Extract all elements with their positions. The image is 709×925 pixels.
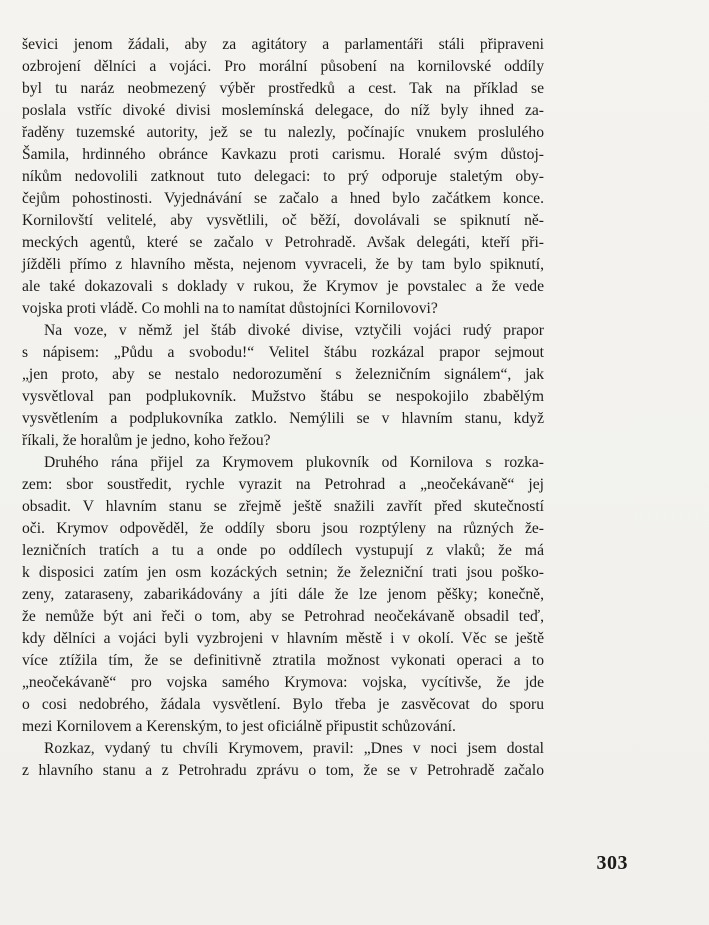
text-line: Na voze, v němž jel štáb divoké divise, vztyčili vojáci rudý prapor xyxy=(44,322,544,339)
text-line: Druhého rána přijel za Krymovem plukovník od Kornilova s rozka- xyxy=(44,454,544,471)
body-text xyxy=(22,34,544,782)
text-line: zeny, zataraseny, zabarikádovány a jíti dále že lze jenom pěšky; konečně, xyxy=(22,586,544,603)
text-line: byl tu naráz neobmezený výběr prostředků a cest. Tak na příklad se xyxy=(22,80,544,97)
text-line: říkali, že horalům je jedno, koho řežou? xyxy=(22,432,271,449)
text-line: řaděny tuzemské autority, jež se tu nalezly, počínajíc vnukem proslulého xyxy=(22,124,544,141)
paragraph-2 xyxy=(22,320,544,452)
paragraph-4 xyxy=(22,738,544,782)
page-number: 303 xyxy=(596,852,628,874)
text-line: ale také dokazovali s doklady v rukou, že Krymov je povstalec a že vede xyxy=(22,278,544,295)
text-line: čejům pohostinosti. Vyjednávání se začalo a hned bylo začátkem konce. xyxy=(22,190,544,207)
text-line: více ztížila tím, že se definitivně ztratila možnost vykonati operaci a to xyxy=(22,652,544,669)
text-line: oči. Krymov odpověděl, že oddíly sboru jsou rozptýleny na různých že- xyxy=(22,520,544,537)
text-line: že nemůže být ani řeči o tom, aby se Petrohrad neočekávaně obsadil teď, xyxy=(22,608,544,625)
text-line: Rozkaz, vydaný tu chvíli Krymovem, pravil: „Dnes v noci jsem dostal xyxy=(44,740,544,757)
text-line: zem: sbor soustředit, rychle vyrazit na Petrohrad a „neočekávaně“ jej xyxy=(22,476,544,493)
text-line: ozbrojení dělníci a vojáci. Pro morální působení na kornilovské oddíly xyxy=(22,58,544,75)
text-line: „jen proto, aby se nestalo nedorozumění s železničním signálem“, jak xyxy=(22,366,544,383)
text-line: níkům nedovolili zatknout tuto delegaci: to prý odporuje staletým oby- xyxy=(22,168,544,185)
text-line: vysvětloval pan podplukovník. Mužstvo štábu se nespokojilo zbabělým xyxy=(22,388,544,405)
text-line: Kornilovští velitelé, aby vysvětlili, oč běží, dovolávali se spiknutí ně- xyxy=(22,212,544,229)
text-line: obsadit. V hlavním stanu se zřejmě ještě snažili zavřít před skutečností xyxy=(22,498,544,515)
text-line: jížděli přímo z hlavního města, nejenom vyvraceli, že by tam bylo spiknutí, xyxy=(22,256,544,273)
text-line: poslala vstříc divoké divisi moslemínská delegace, do níž byly ihned za- xyxy=(22,102,544,119)
paragraph-1 xyxy=(22,34,544,320)
text-line: mezi Kornilovem a Kerenským, to jest oficiálně připustit schůzování. xyxy=(22,718,456,735)
text-line: s nápisem: „Půdu a svobodu!“ Velitel štábu rozkázal prapor sejmout xyxy=(22,344,544,361)
text-line: kdy dělníci a vojáci byli vyzbrojeni v hlavním městě i v okolí. Věc se ještě xyxy=(22,630,544,647)
text-line: o cosi nedobrého, žádala vysvětlení. Bylo třeba je zasvěcovat do sporu xyxy=(22,696,544,713)
text-line: k disposici zatím jen osm kozáckých setnin; že železniční trati jsou poško- xyxy=(22,564,544,581)
text-line: Šamila, hrdinného obránce Kavkazu proti carismu. Horalé svým důstoj- xyxy=(22,146,544,163)
text-line: ševici jenom žádali, aby za agitátory a parlamentáři stáli připraveni xyxy=(22,36,544,53)
text-line: vysvětlením a podplukovníka zatklo. Nemýlili se v hlavním stanu, když xyxy=(22,410,544,427)
text-line: meckých agentů, které se začalo v Petrohradě. Avšak delegáti, kteří při- xyxy=(22,234,544,251)
text-line: z hlavního stanu a z Petrohradu zprávu o tom, že se v Petrohradě začalo xyxy=(22,762,544,779)
paragraph-3 xyxy=(22,452,544,738)
text-line: lezničních tratích a tu a onde po oddílech vystupují z vlaků; že má xyxy=(22,542,544,559)
text-line: „neočekávaně“ pro vojska samého Krymova: vojska, vycítivše, že jde xyxy=(22,674,544,691)
text-line: vojska proti vládě. Co mohli na to namítat důstojníci Kornilovovi? xyxy=(22,300,438,317)
